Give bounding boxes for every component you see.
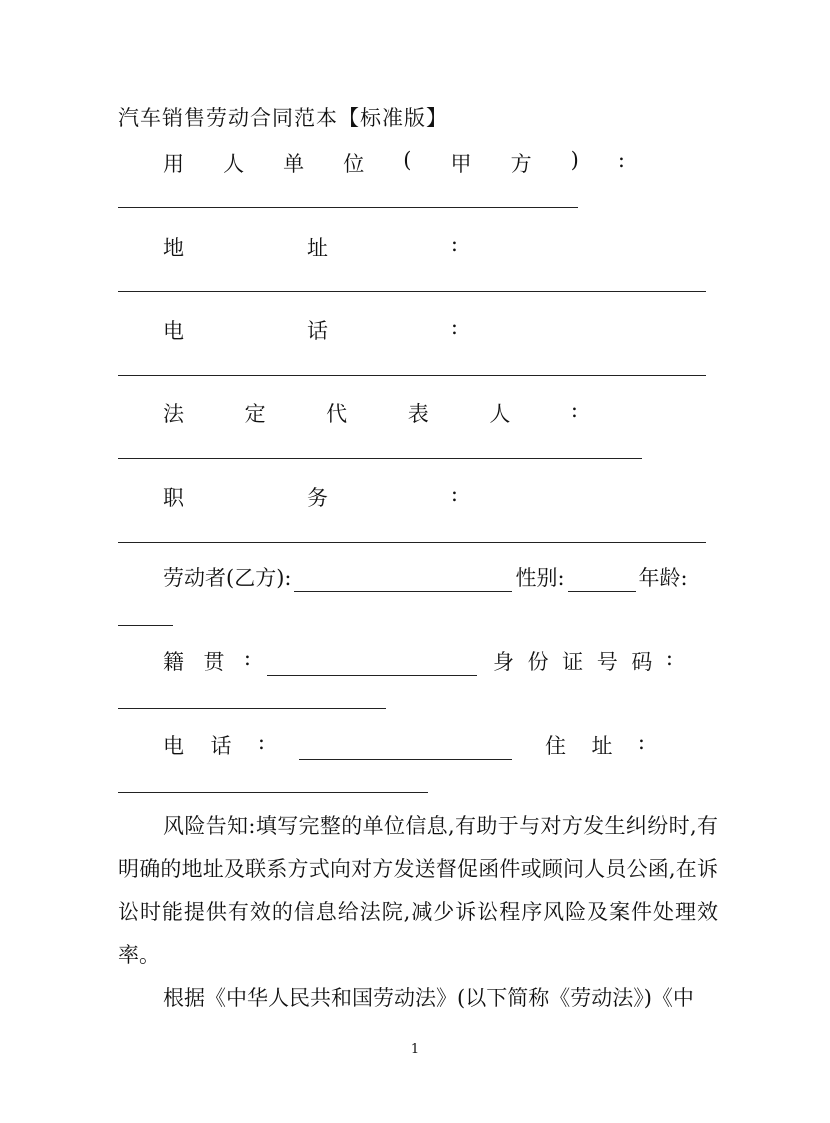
age-label: 年龄: [638,566,688,590]
document-title: 汽车销售劳动合同范本【标准版】 [118,106,448,130]
employer-label: 用 人 单 位 ( 甲 方 ) : [163,148,625,176]
risk-notice-paragraph: 风险告知:填写完整的单位信息,有助于与对方发生纠纷时,有明确的地址及联系方式向对方发送督促函件或顾问人员公函,在诉讼时能提供有效的信息给法院,减少诉讼程序风险及案件处理效率。 [118,814,718,967]
phone-label: 电 话 : [163,315,458,343]
native-place-blank[interactable] [267,657,477,676]
employer-blank[interactable] [118,207,578,208]
worker-address-label: 住 址 : [545,730,645,758]
position-blank[interactable] [118,542,706,543]
id-number-blank[interactable] [118,708,386,709]
phone-blank[interactable] [118,375,706,376]
id-number-label: 身 份 证 号 码 : [493,646,673,674]
legal-rep-blank[interactable] [118,458,642,459]
gender-blank[interactable] [568,573,636,592]
worker-phone-label: 电 话 : [163,730,265,758]
worker-address-blank[interactable] [118,792,428,793]
legal-basis-paragraph: 根据《中华人民共和国劳动法》(以下简称《劳动法》)《中 [163,986,694,1010]
worker-contact-row [163,730,645,760]
address-label: 地 址 : [163,232,458,260]
worker-row [163,562,688,592]
age-blank[interactable] [118,625,173,626]
legal-rep-label: 法 定 代 表 人 : [163,398,578,426]
worker-label: 劳动者(乙方): [163,566,292,590]
native-id-row [163,646,673,676]
address-blank[interactable] [118,291,706,292]
native-place-label: 籍 贯 : [163,646,251,674]
page-number: 1 [410,1042,420,1057]
position-label: 职 务 : [163,482,458,510]
gender-label: 性别: [515,566,565,590]
worker-phone-blank[interactable] [299,741,512,760]
worker-name-blank[interactable] [294,573,512,592]
